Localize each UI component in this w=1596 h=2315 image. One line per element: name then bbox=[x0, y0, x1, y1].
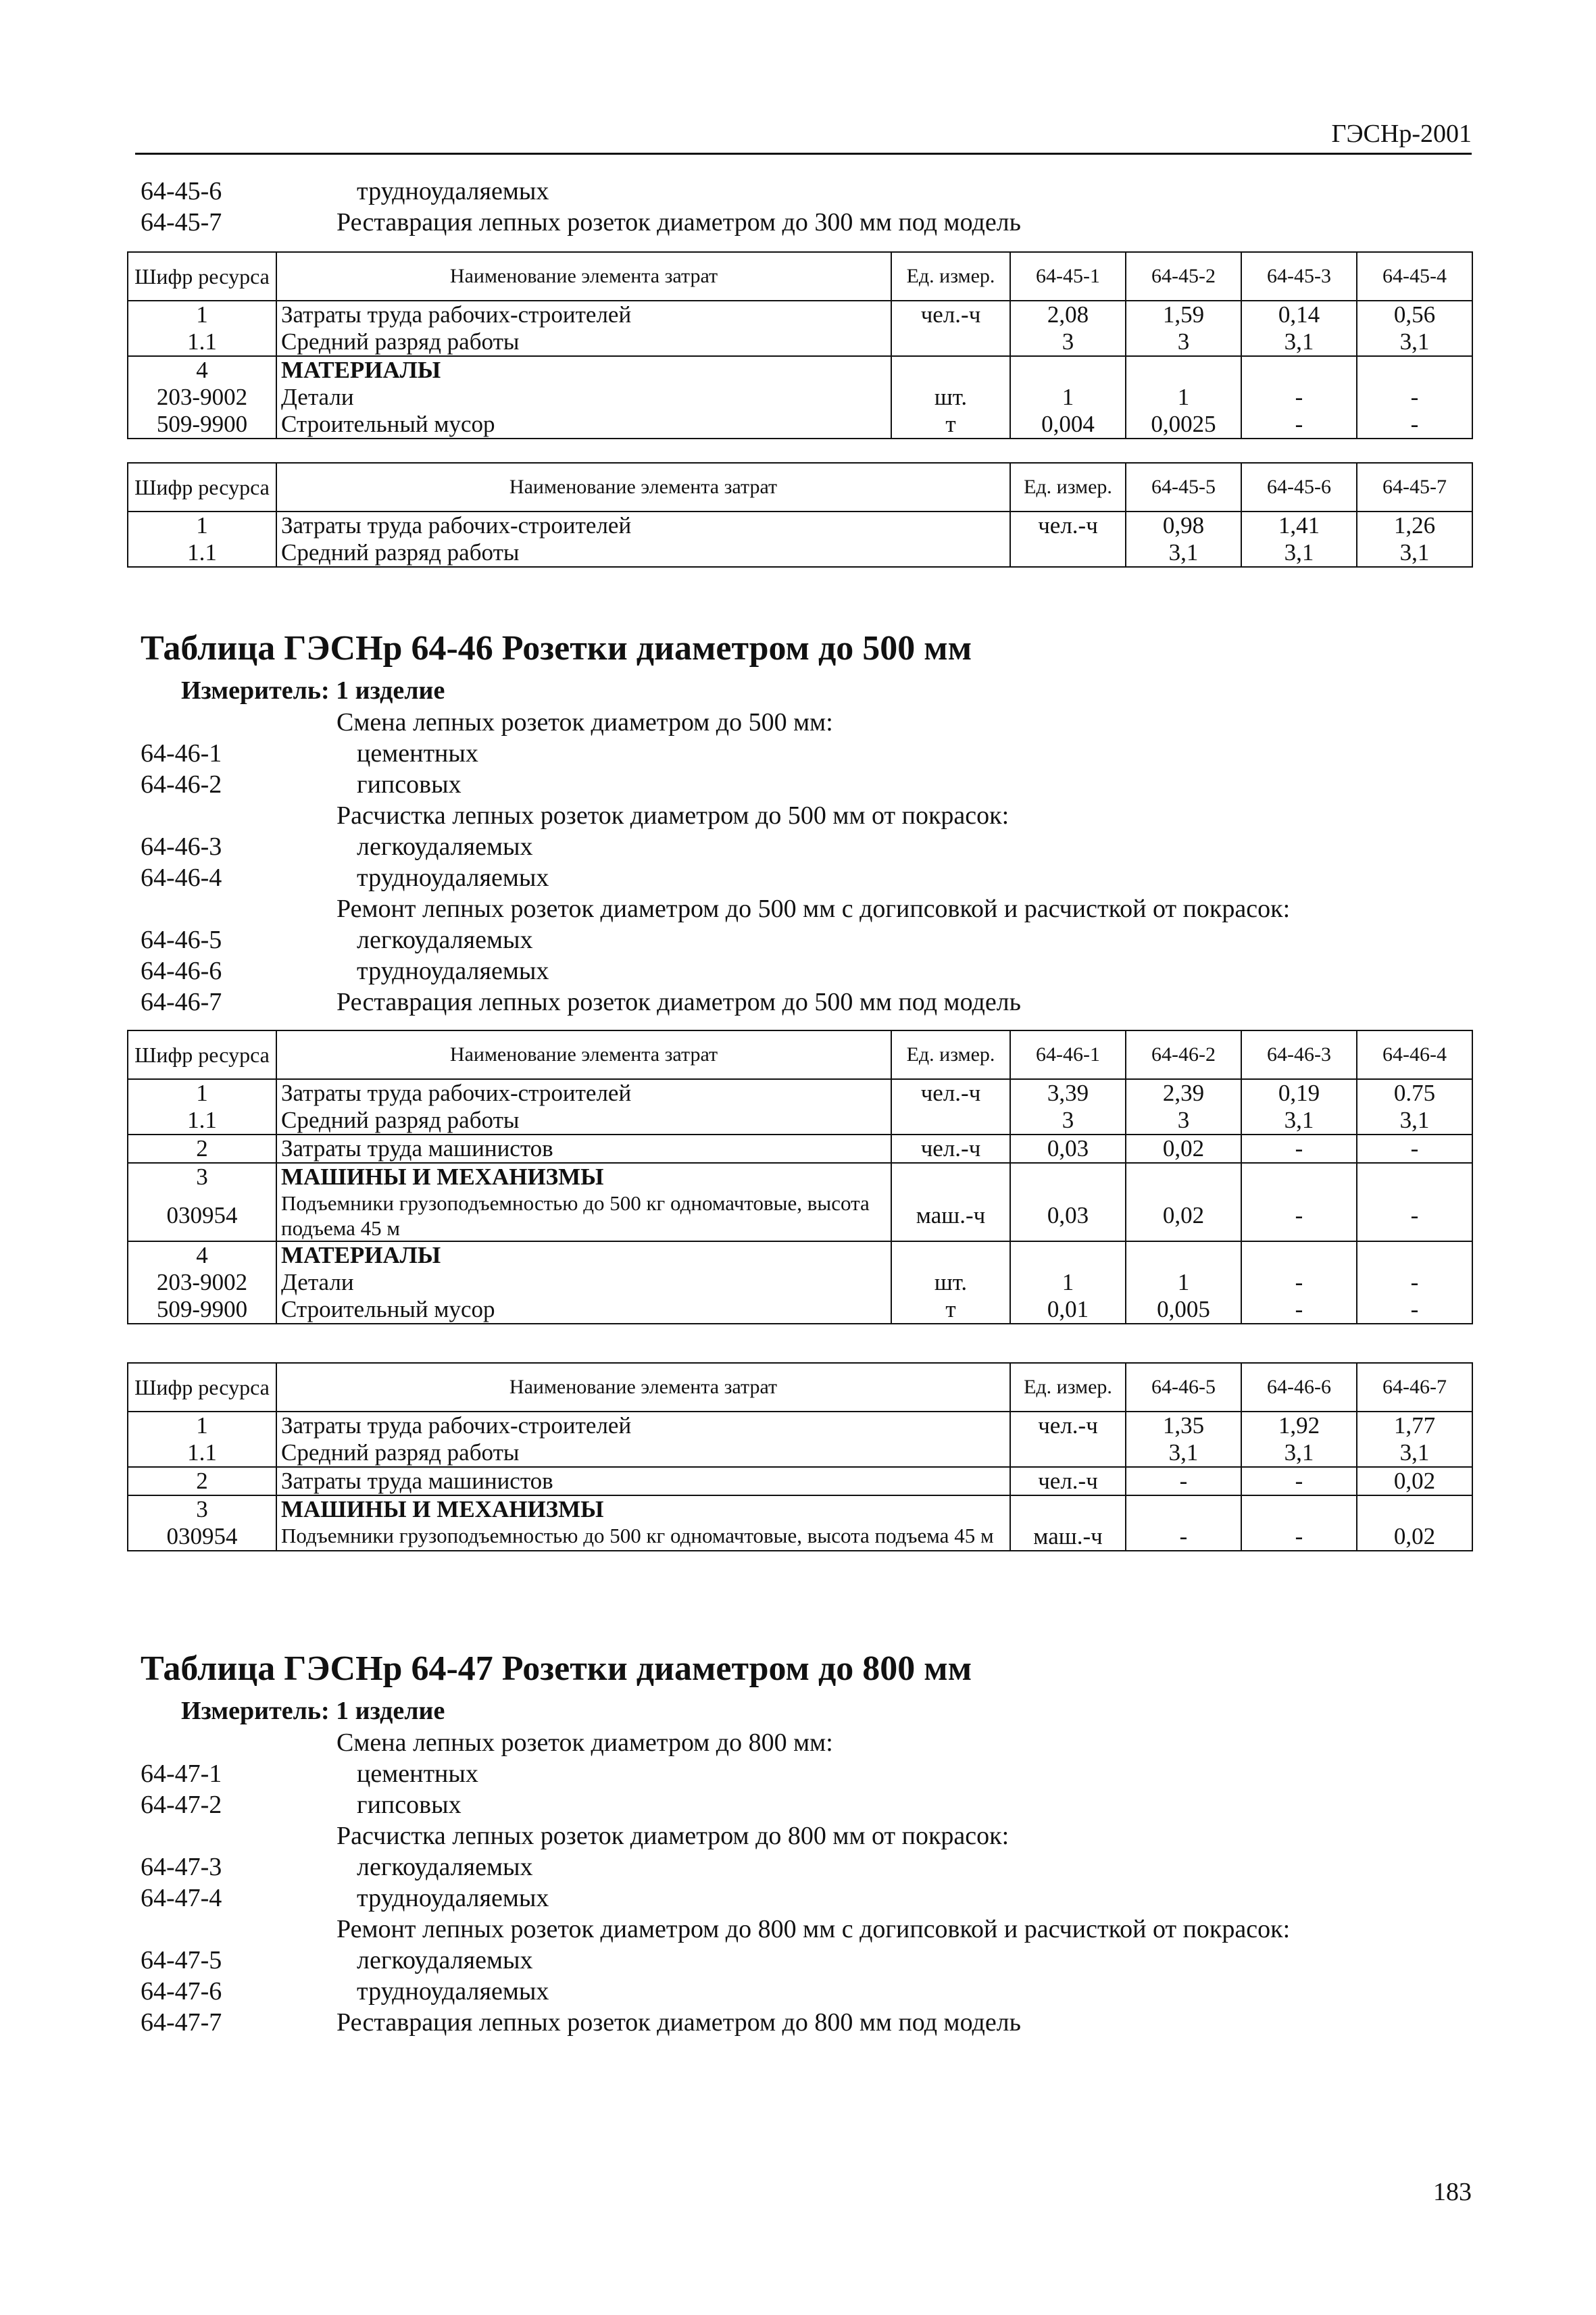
cell-value: 1,41 bbox=[1241, 512, 1357, 539]
cell-value: - bbox=[1357, 384, 1472, 411]
cell-value: 3 bbox=[1010, 1107, 1126, 1135]
cell-unit bbox=[891, 1241, 1010, 1269]
cell-value: 1,77 bbox=[1357, 1412, 1472, 1439]
col-header-norm: 64-45-4 bbox=[1357, 252, 1472, 301]
cell-name: Подъемники грузоподъемностью до 500 кг одномачтовые, высота подъема 45 м bbox=[276, 1191, 891, 1241]
table-row bbox=[128, 1191, 1472, 1241]
cell-code: 4 bbox=[128, 1241, 276, 1269]
work-item-row bbox=[141, 1789, 1472, 1820]
cell-unit bbox=[891, 328, 1010, 356]
cell-unit bbox=[1010, 1439, 1126, 1467]
cell-value: 0.75 bbox=[1357, 1079, 1472, 1107]
work-item-text: гипсовых bbox=[357, 1791, 462, 1819]
col-header-unit: Ед. измер. bbox=[1010, 463, 1126, 512]
cell-value bbox=[1126, 1495, 1241, 1523]
cell-name: Средний разряд работы bbox=[276, 539, 1010, 567]
cell-value: 2,08 bbox=[1010, 301, 1126, 328]
cell-value: 1 bbox=[1126, 384, 1241, 411]
cell-name: МАТЕРИАЛЫ bbox=[276, 1241, 891, 1269]
work-item-row bbox=[141, 1914, 1472, 1945]
work-item-row bbox=[141, 738, 1472, 769]
work-item-row bbox=[141, 1851, 1472, 1883]
cell-value: 0,14 bbox=[1241, 301, 1357, 328]
cell-name: Детали bbox=[276, 1269, 891, 1296]
work-item-row bbox=[141, 924, 1472, 955]
page-header bbox=[135, 115, 1472, 155]
col-header-code: Шифр ресурса bbox=[128, 1030, 276, 1079]
work-item-code: 64-47-4 bbox=[141, 1884, 222, 1912]
col-header-norm: 64-46-6 bbox=[1241, 1363, 1357, 1412]
work-item-row bbox=[141, 207, 1472, 238]
cell-value: - bbox=[1357, 1269, 1472, 1296]
measure-64-46: Измеритель: 1 изделие bbox=[181, 676, 445, 705]
work-item-code: 64-47-7 bbox=[141, 2008, 222, 2037]
work-item-text: легкоудаляемых bbox=[357, 832, 533, 861]
work-item-text: трудноудаляемых bbox=[357, 1977, 549, 2006]
cell-value: 1,92 bbox=[1241, 1412, 1357, 1439]
work-item-code: 64-47-1 bbox=[141, 1760, 222, 1788]
cell-value: - bbox=[1241, 1523, 1357, 1551]
cell-value bbox=[1126, 1241, 1241, 1269]
work-item-code: 64-46-6 bbox=[141, 957, 222, 985]
cell-value: 0,0025 bbox=[1126, 411, 1241, 439]
work-item-row bbox=[141, 987, 1472, 1018]
cell-value: 0,03 bbox=[1010, 1191, 1126, 1241]
work-item-text: Ремонт лепных розеток диаметром до 500 мм с догипсовкой и расчисткой от покрасок: bbox=[336, 895, 1291, 923]
cell-value: - bbox=[1241, 384, 1357, 411]
cell-unit: чел.-ч bbox=[891, 1079, 1010, 1107]
cell-value: 1 bbox=[1010, 1269, 1126, 1296]
table-row bbox=[128, 1269, 1472, 1296]
table-row bbox=[128, 1163, 1472, 1191]
cell-code: 1 bbox=[128, 1079, 276, 1107]
cell-name: Подъемники грузоподъемностью до 500 кг одномачтовые, высота подъема 45 м bbox=[276, 1523, 1010, 1551]
cell-value bbox=[1357, 1495, 1472, 1523]
cell-value: 2,39 bbox=[1126, 1079, 1241, 1107]
cell-value: 3,1 bbox=[1241, 328, 1357, 356]
cell-value: 0,56 bbox=[1357, 301, 1472, 328]
cell-unit: чел.-ч bbox=[891, 301, 1010, 328]
col-header-norm: 64-46-4 bbox=[1357, 1030, 1472, 1079]
work-item-code: 64-47-2 bbox=[141, 1791, 222, 1819]
work-item-code: 64-47-5 bbox=[141, 1946, 222, 1974]
cell-unit bbox=[1010, 1495, 1126, 1523]
list-64-46-items bbox=[141, 707, 1472, 1018]
cell-value: 3,1 bbox=[1241, 1439, 1357, 1467]
table-64-45-b bbox=[127, 462, 1473, 568]
cell-value: 1,35 bbox=[1126, 1412, 1241, 1439]
work-item-code: 64-45-6 bbox=[141, 177, 222, 205]
cell-code: 030954 bbox=[128, 1191, 276, 1241]
col-header-norm: 64-46-3 bbox=[1241, 1030, 1357, 1079]
cell-code: 030954 bbox=[128, 1523, 276, 1551]
col-header-norm: 64-45-5 bbox=[1126, 463, 1241, 512]
col-header-unit: Ед. измер. bbox=[1010, 1363, 1126, 1412]
col-header-unit: Ед. измер. bbox=[891, 1030, 1010, 1079]
work-item-code: 64-45-7 bbox=[141, 208, 222, 237]
cell-name: МАШИНЫ И МЕХАНИЗМЫ bbox=[276, 1163, 891, 1191]
cell-name: Средний разряд работы bbox=[276, 1107, 891, 1135]
col-header-name: Наименование элемента затрат bbox=[276, 252, 891, 301]
cell-value: 3,1 bbox=[1357, 539, 1472, 567]
cell-unit: т bbox=[891, 411, 1010, 439]
work-item-text: гипсовых bbox=[357, 770, 462, 799]
cell-value: 3,1 bbox=[1126, 1439, 1241, 1467]
cell-unit: шт. bbox=[891, 1269, 1010, 1296]
cell-code: 1.1 bbox=[128, 539, 276, 567]
work-item-row bbox=[141, 1945, 1472, 1976]
cell-name: Затраты труда рабочих-строителей bbox=[276, 1412, 1010, 1439]
work-item-text: Расчистка лепных розеток диаметром до 800 мм от покрасок: bbox=[336, 1822, 1009, 1850]
cell-value: 3 bbox=[1010, 328, 1126, 356]
cell-unit: чел.-ч bbox=[1010, 1467, 1126, 1495]
cell-name: Строительный мусор bbox=[276, 1296, 891, 1324]
cell-code: 1.1 bbox=[128, 1439, 276, 1467]
col-header-norm: 64-46-7 bbox=[1357, 1363, 1472, 1412]
table-row bbox=[128, 1467, 1472, 1495]
cell-unit: чел.-ч bbox=[891, 1135, 1010, 1163]
col-header-norm: 64-46-2 bbox=[1126, 1030, 1241, 1079]
cell-value: - bbox=[1241, 411, 1357, 439]
cell-unit: чел.-ч bbox=[1010, 1412, 1126, 1439]
cell-code: 3 bbox=[128, 1163, 276, 1191]
work-item-row bbox=[141, 2007, 1472, 2038]
cell-name: Детали bbox=[276, 384, 891, 411]
work-item-code: 64-46-2 bbox=[141, 770, 222, 799]
cell-unit bbox=[891, 1163, 1010, 1191]
work-item-row bbox=[141, 1883, 1472, 1914]
cell-unit bbox=[891, 356, 1010, 384]
work-item-row bbox=[141, 800, 1472, 831]
cell-value bbox=[1241, 1495, 1357, 1523]
cell-value: 3 bbox=[1126, 328, 1241, 356]
cell-value: 3,1 bbox=[1126, 539, 1241, 567]
work-item-row bbox=[141, 707, 1472, 738]
work-item-code: 64-47-6 bbox=[141, 1977, 222, 2006]
cell-code: 3 bbox=[128, 1495, 276, 1523]
work-item-row bbox=[141, 1758, 1472, 1789]
table-row bbox=[128, 1412, 1472, 1439]
col-header-norm: 64-45-2 bbox=[1126, 252, 1241, 301]
cell-value: 3,1 bbox=[1241, 1107, 1357, 1135]
cell-value bbox=[1357, 1163, 1472, 1191]
cell-name: Затраты труда машинистов bbox=[276, 1135, 891, 1163]
cell-name: Затраты труда рабочих-строителей bbox=[276, 301, 891, 328]
header-title: ГЭСНр-2001 bbox=[1331, 120, 1472, 148]
work-item-row bbox=[141, 176, 1472, 207]
work-item-row bbox=[141, 831, 1472, 862]
cell-code: 1 bbox=[128, 1412, 276, 1439]
table-row bbox=[128, 1296, 1472, 1324]
cell-value: 1 bbox=[1010, 384, 1126, 411]
cell-value: 0,02 bbox=[1357, 1467, 1472, 1495]
cell-value: - bbox=[1241, 1467, 1357, 1495]
list-64-47-items bbox=[141, 1727, 1472, 2038]
work-item-code: 64-46-1 bbox=[141, 739, 222, 768]
work-item-code: 64-46-5 bbox=[141, 926, 222, 954]
cell-value: - bbox=[1357, 1296, 1472, 1324]
cell-value: - bbox=[1357, 411, 1472, 439]
cell-name: Средний разряд работы bbox=[276, 1439, 1010, 1467]
cell-code: 1.1 bbox=[128, 1107, 276, 1135]
cell-value: 0,03 bbox=[1010, 1135, 1126, 1163]
cell-name: МАШИНЫ И МЕХАНИЗМЫ bbox=[276, 1495, 1010, 1523]
cell-value: - bbox=[1357, 1135, 1472, 1163]
cell-value: 3,1 bbox=[1241, 539, 1357, 567]
work-item-row bbox=[141, 862, 1472, 893]
cell-code: 2 bbox=[128, 1467, 276, 1495]
cell-unit: чел.-ч bbox=[1010, 512, 1126, 539]
cell-code: 1 bbox=[128, 512, 276, 539]
col-header-name: Наименование элемента затрат bbox=[276, 1363, 1010, 1412]
work-item-text: Реставрация лепных розеток диаметром до 500 мм под модель bbox=[336, 988, 1021, 1016]
work-item-text: Реставрация лепных розеток диаметром до 300 мм под модель bbox=[336, 208, 1021, 237]
work-item-code: 64-46-3 bbox=[141, 832, 222, 861]
table-row bbox=[128, 356, 1472, 384]
cell-value: 1,59 bbox=[1126, 301, 1241, 328]
cell-value: 0,02 bbox=[1126, 1191, 1241, 1241]
table-64-46-b bbox=[127, 1362, 1473, 1551]
table-row bbox=[128, 384, 1472, 411]
table-row bbox=[128, 512, 1472, 539]
work-item-text: Смена лепных розеток диаметром до 500 мм: bbox=[336, 708, 833, 737]
table-row bbox=[128, 1439, 1472, 1467]
work-item-text: трудноудаляемых bbox=[357, 177, 549, 205]
table-row bbox=[128, 1135, 1472, 1163]
work-item-code: 64-46-4 bbox=[141, 864, 222, 892]
cell-value: 0,004 bbox=[1010, 411, 1126, 439]
work-item-row bbox=[141, 1976, 1472, 2007]
table-row bbox=[128, 1241, 1472, 1269]
cell-name: Затраты труда машинистов bbox=[276, 1467, 1010, 1495]
cell-value: - bbox=[1241, 1191, 1357, 1241]
work-item-text: трудноудаляемых bbox=[357, 957, 549, 985]
cell-value: - bbox=[1241, 1135, 1357, 1163]
col-header-name: Наименование элемента затрат bbox=[276, 463, 1010, 512]
list-64-45-continuation bbox=[141, 176, 1472, 238]
table-row bbox=[128, 1107, 1472, 1135]
cell-code: 1.1 bbox=[128, 328, 276, 356]
section-heading-64-47: Таблица ГЭСНр 64-47 Розетки диаметром до 800 мм bbox=[141, 1649, 972, 1688]
section-heading-64-46: Таблица ГЭСНр 64-46 Розетки диаметром до 500 мм bbox=[141, 629, 972, 668]
table-64-45-a bbox=[127, 251, 1473, 439]
cell-value: 1,26 bbox=[1357, 512, 1472, 539]
work-item-row bbox=[141, 769, 1472, 800]
col-header-norm: 64-45-6 bbox=[1241, 463, 1357, 512]
col-header-norm: 64-45-3 bbox=[1241, 252, 1357, 301]
work-item-row bbox=[141, 1727, 1472, 1758]
cell-value: 0,19 bbox=[1241, 1079, 1357, 1107]
cell-value bbox=[1357, 356, 1472, 384]
cell-value: - bbox=[1126, 1523, 1241, 1551]
cell-value: 3 bbox=[1126, 1107, 1241, 1135]
col-header-norm: 64-46-5 bbox=[1126, 1363, 1241, 1412]
cell-value: 1 bbox=[1126, 1269, 1241, 1296]
col-header-norm: 64-45-7 bbox=[1357, 463, 1472, 512]
work-item-row bbox=[141, 955, 1472, 987]
cell-value bbox=[1010, 356, 1126, 384]
cell-code: 1 bbox=[128, 301, 276, 328]
work-item-text: Реставрация лепных розеток диаметром до 800 мм под модель bbox=[336, 2008, 1021, 2037]
cell-value bbox=[1241, 356, 1357, 384]
work-item-text: Ремонт лепных розеток диаметром до 800 мм с догипсовкой и расчисткой от покрасок: bbox=[336, 1915, 1291, 1943]
cell-name: Средний разряд работы bbox=[276, 328, 891, 356]
work-item-text: трудноудаляемых bbox=[357, 1884, 549, 1912]
work-item-text: Расчистка лепных розеток диаметром до 500 мм от покрасок: bbox=[336, 801, 1009, 830]
cell-code: 2 bbox=[128, 1135, 276, 1163]
cell-value bbox=[1357, 1241, 1472, 1269]
cell-value: - bbox=[1126, 1467, 1241, 1495]
cell-name: МАТЕРИАЛЫ bbox=[276, 356, 891, 384]
cell-value: 3,1 bbox=[1357, 1107, 1472, 1135]
cell-value bbox=[1126, 356, 1241, 384]
cell-name: Затраты труда рабочих-строителей bbox=[276, 1079, 891, 1107]
table-row bbox=[128, 1079, 1472, 1107]
work-item-row bbox=[141, 1820, 1472, 1851]
measure-64-47: Измеритель: 1 изделие bbox=[181, 1697, 445, 1725]
cell-code: 203-9002 bbox=[128, 384, 276, 411]
col-header-code: Шифр ресурса bbox=[128, 1363, 276, 1412]
cell-value bbox=[1241, 1241, 1357, 1269]
cell-value bbox=[1126, 1163, 1241, 1191]
cell-code: 4 bbox=[128, 356, 276, 384]
table-64-46-a bbox=[127, 1030, 1473, 1324]
cell-value: 3,1 bbox=[1357, 1439, 1472, 1467]
table-row bbox=[128, 539, 1472, 567]
work-item-text: трудноудаляемых bbox=[357, 864, 549, 892]
cell-code: 509-9900 bbox=[128, 1296, 276, 1324]
cell-unit: шт. bbox=[891, 384, 1010, 411]
work-item-row bbox=[141, 893, 1472, 924]
cell-value: 0,02 bbox=[1357, 1523, 1472, 1551]
cell-value bbox=[1010, 1163, 1126, 1191]
cell-value: 0,98 bbox=[1126, 512, 1241, 539]
cell-code: 203-9002 bbox=[128, 1269, 276, 1296]
work-item-code: 64-47-3 bbox=[141, 1853, 222, 1881]
cell-unit: маш.-ч bbox=[1010, 1523, 1126, 1551]
cell-value: 0,02 bbox=[1126, 1135, 1241, 1163]
work-item-text: легкоудаляемых bbox=[357, 1946, 533, 1974]
cell-name: Строительный мусор bbox=[276, 411, 891, 439]
cell-name: Затраты труда рабочих-строителей bbox=[276, 512, 1010, 539]
cell-value: 3,1 bbox=[1357, 328, 1472, 356]
cell-value: 0,005 bbox=[1126, 1296, 1241, 1324]
col-header-code: Шифр ресурса bbox=[128, 252, 276, 301]
cell-value: - bbox=[1357, 1191, 1472, 1241]
cell-code: 509-9900 bbox=[128, 411, 276, 439]
cell-unit bbox=[891, 1107, 1010, 1135]
cell-unit bbox=[1010, 539, 1126, 567]
col-header-unit: Ед. измер. bbox=[891, 252, 1010, 301]
cell-unit: маш.-ч bbox=[891, 1191, 1010, 1241]
table-row bbox=[128, 411, 1472, 439]
page-number: 183 bbox=[1433, 2178, 1472, 2206]
work-item-text: легкоудаляемых bbox=[357, 1853, 533, 1881]
table-row bbox=[128, 301, 1472, 328]
work-item-text: легкоудаляемых bbox=[357, 926, 533, 954]
col-header-norm: 64-46-1 bbox=[1010, 1030, 1126, 1079]
work-item-code: 64-46-7 bbox=[141, 988, 222, 1016]
cell-value: 3,39 bbox=[1010, 1079, 1126, 1107]
table-row bbox=[128, 328, 1472, 356]
work-item-text: Смена лепных розеток диаметром до 800 мм: bbox=[336, 1728, 833, 1757]
cell-value: - bbox=[1241, 1296, 1357, 1324]
col-header-name: Наименование элемента затрат bbox=[276, 1030, 891, 1079]
cell-value bbox=[1241, 1163, 1357, 1191]
col-header-code: Шифр ресурса bbox=[128, 463, 276, 512]
work-item-text: цементных bbox=[357, 739, 478, 768]
cell-value: 0,01 bbox=[1010, 1296, 1126, 1324]
cell-value: - bbox=[1241, 1269, 1357, 1296]
cell-value bbox=[1010, 1241, 1126, 1269]
work-item-text: цементных bbox=[357, 1760, 478, 1788]
cell-unit: т bbox=[891, 1296, 1010, 1324]
table-row bbox=[128, 1495, 1472, 1523]
table-row bbox=[128, 1523, 1472, 1551]
col-header-norm: 64-45-1 bbox=[1010, 252, 1126, 301]
